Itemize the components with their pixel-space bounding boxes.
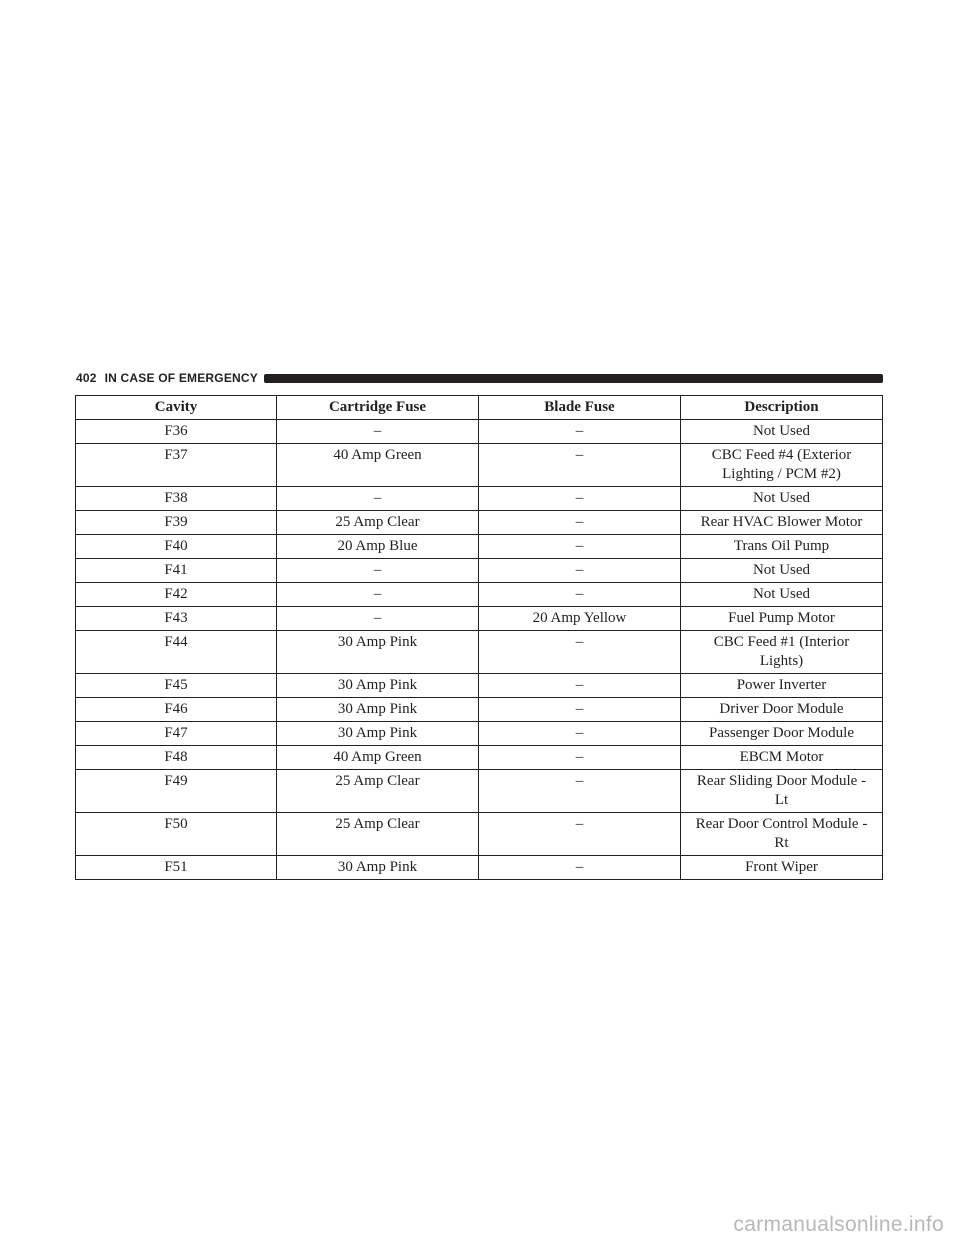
cavity-cell: F42 — [76, 583, 277, 607]
cavity-cell: F38 — [76, 487, 277, 511]
blade-fuse-cell: – — [479, 631, 681, 674]
table-row — [76, 674, 883, 698]
blade-fuse-cell: – — [479, 813, 681, 856]
cartridge-fuse-cell: 25 Amp Clear — [277, 770, 479, 813]
table-row — [76, 487, 883, 511]
blade-fuse-cell: – — [479, 856, 681, 880]
description-cell: Driver Door Module — [681, 698, 883, 722]
cartridge-fuse-cell: – — [277, 487, 479, 511]
cartridge-fuse-cell: 25 Amp Clear — [277, 511, 479, 535]
description-cell: Power Inverter — [681, 674, 883, 698]
cartridge-fuse-cell: 40 Amp Green — [277, 444, 479, 487]
cavity-cell: F50 — [76, 813, 277, 856]
cavity-cell: F49 — [76, 770, 277, 813]
blade-fuse-cell: – — [479, 444, 681, 487]
blade-fuse-cell: – — [479, 420, 681, 444]
blade-fuse-cell: – — [479, 559, 681, 583]
blade-fuse-cell: – — [479, 535, 681, 559]
cartridge-fuse-cell: 20 Amp Blue — [277, 535, 479, 559]
table-row — [76, 535, 883, 559]
blade-fuse-cell: – — [479, 674, 681, 698]
table-row — [76, 698, 883, 722]
cavity-cell: F51 — [76, 856, 277, 880]
description-cell: Not Used — [681, 583, 883, 607]
table-row — [76, 420, 883, 444]
table-row — [76, 559, 883, 583]
cartridge-fuse-cell: 30 Amp Pink — [277, 856, 479, 880]
cartridge-fuse-cell: 25 Amp Clear — [277, 813, 479, 856]
cartridge-fuse-cell: – — [277, 607, 479, 631]
description-cell: EBCM Motor — [681, 746, 883, 770]
cavity-cell: F39 — [76, 511, 277, 535]
fuse-table — [75, 395, 883, 880]
blade-fuse-cell: – — [479, 722, 681, 746]
table-header-row — [76, 396, 883, 420]
blade-fuse-cell: – — [479, 746, 681, 770]
cartridge-fuse-cell: 30 Amp Pink — [277, 698, 479, 722]
description-cell: Front Wiper — [681, 856, 883, 880]
cavity-cell: F41 — [76, 559, 277, 583]
blade-fuse-cell: – — [479, 511, 681, 535]
description-cell: Not Used — [681, 559, 883, 583]
cavity-cell: F48 — [76, 746, 277, 770]
table-row — [76, 444, 883, 487]
cartridge-fuse-cell: 30 Amp Pink — [277, 674, 479, 698]
column-header-cavity: Cavity — [76, 396, 277, 420]
blade-fuse-cell: 20 Amp Yellow — [479, 607, 681, 631]
blade-fuse-cell: – — [479, 770, 681, 813]
cartridge-fuse-cell: – — [277, 583, 479, 607]
table-body — [76, 420, 883, 880]
description-cell: Rear HVAC Blower Motor — [681, 511, 883, 535]
table-row — [76, 856, 883, 880]
column-header-cartridge-fuse: Cartridge Fuse — [277, 396, 479, 420]
page-number: 402 — [76, 371, 97, 385]
description-cell: Rear Door Control Module - Rt — [681, 813, 883, 856]
cartridge-fuse-cell: 30 Amp Pink — [277, 722, 479, 746]
table-row — [76, 631, 883, 674]
section-title: IN CASE OF EMERGENCY — [104, 371, 258, 385]
cavity-cell: F44 — [76, 631, 277, 674]
table-row — [76, 607, 883, 631]
table-row — [76, 722, 883, 746]
description-cell: Fuel Pump Motor — [681, 607, 883, 631]
column-header-description: Description — [681, 396, 883, 420]
cartridge-fuse-cell: – — [277, 420, 479, 444]
cartridge-fuse-cell: 40 Amp Green — [277, 746, 479, 770]
blade-fuse-cell: – — [479, 698, 681, 722]
cavity-cell: F46 — [76, 698, 277, 722]
cavity-cell: F40 — [76, 535, 277, 559]
description-cell: Not Used — [681, 487, 883, 511]
cavity-cell: F47 — [76, 722, 277, 746]
description-cell: Trans Oil Pump — [681, 535, 883, 559]
blade-fuse-cell: – — [479, 487, 681, 511]
cartridge-fuse-cell: – — [277, 559, 479, 583]
cavity-cell: F37 — [76, 444, 277, 487]
watermark: carmanualsonline.info — [733, 1213, 944, 1236]
table-row — [76, 770, 883, 813]
description-cell: CBC Feed #4 (Exterior Lighting / PCM #2) — [681, 444, 883, 487]
description-cell: Not Used — [681, 420, 883, 444]
cavity-cell: F43 — [76, 607, 277, 631]
description-cell: Rear Sliding Door Module - Lt — [681, 770, 883, 813]
column-header-blade-fuse: Blade Fuse — [479, 396, 681, 420]
table-row — [76, 746, 883, 770]
description-cell: Passenger Door Module — [681, 722, 883, 746]
table-row — [76, 511, 883, 535]
cavity-cell: F45 — [76, 674, 277, 698]
header-rule — [264, 374, 883, 383]
description-cell: CBC Feed #1 (Interior Lights) — [681, 631, 883, 674]
page-header — [76, 370, 883, 386]
table-row — [76, 813, 883, 856]
cavity-cell: F36 — [76, 420, 277, 444]
blade-fuse-cell: – — [479, 583, 681, 607]
table-row — [76, 583, 883, 607]
cartridge-fuse-cell: 30 Amp Pink — [277, 631, 479, 674]
